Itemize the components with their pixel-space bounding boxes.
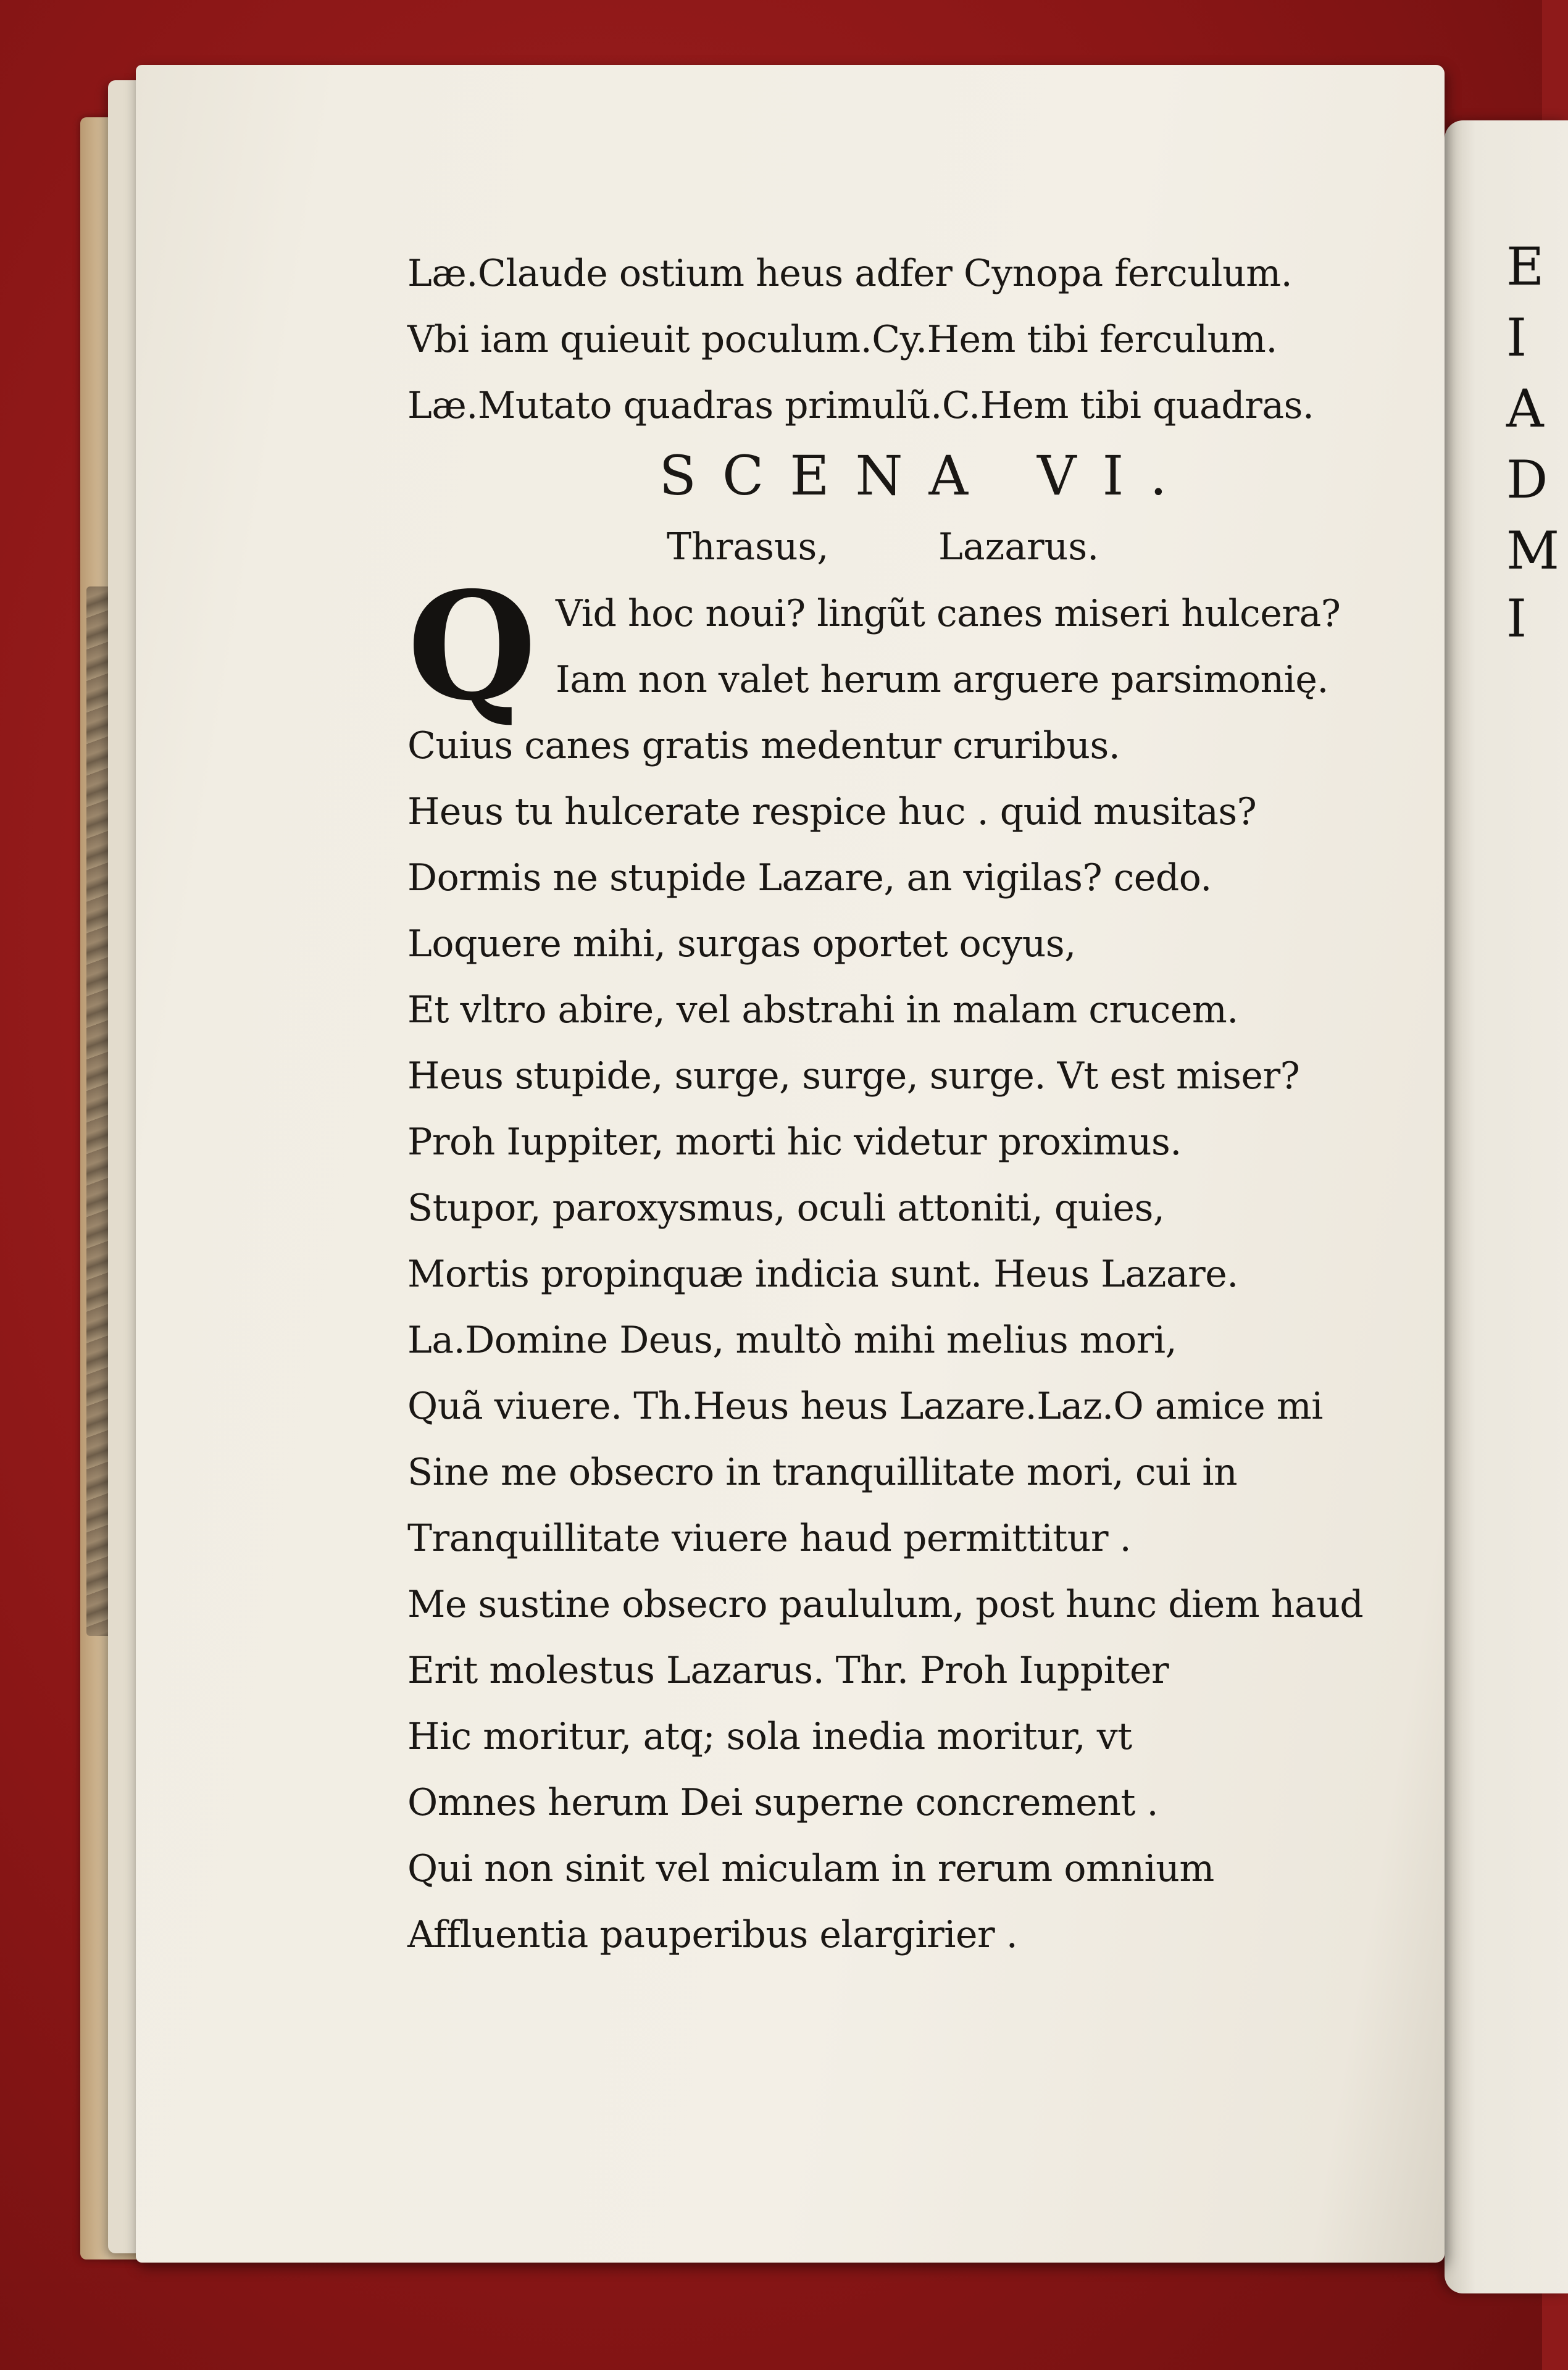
verse-line: Quã viuere. Th.Heus heus Lazare.Laz.O amice mi [407, 1385, 1323, 1428]
verse-line: Vid hoc noui? lingũt canes miseri hulcera? [556, 592, 1341, 635]
drop-cap-initial: Q [407, 559, 537, 733]
scene-title: SCENA VI. [659, 444, 1193, 507]
verse-line: Stupor, paroxysmus, oculi attoniti, quies, [407, 1187, 1165, 1230]
verse-line: Iam non valet herum arguere parsimonię. [556, 658, 1328, 701]
verse-line: Heus stupide, surge, surge, surge. Vt est miser? [407, 1054, 1300, 1098]
speaker-names [407, 513, 1370, 581]
facing-letter: M [1506, 520, 1560, 581]
verse-line: Læ.Mutato quadras primulũ.C.Hem tibi quadras. [407, 384, 1314, 427]
verse-line: Sine me obsecro in tranquillitate mori, cui in [407, 1451, 1238, 1494]
facing-page [1445, 120, 1568, 2293]
verse-line: Hic moritur, atq; sola inedia moritur, vt [407, 1715, 1132, 1758]
verse-line: Loquere mihi, surgas oportet ocyus, [407, 922, 1076, 966]
verse-line: Erit molestus Lazarus. Thr. Proh Iuppiter [407, 1649, 1169, 1692]
opening-lines [407, 559, 1370, 733]
verse-line: Omnes herum Dei superne concrement . [407, 1781, 1159, 1824]
speaker-lazarus: Lazarus. [938, 525, 1099, 569]
verse-line: Proh Iuppiter, morti hic videtur proximus. [407, 1120, 1182, 1164]
verse-line: Heus tu hulcerate respice huc . quid musitas? [407, 790, 1257, 833]
verse-line: Me sustine obsecro paululum, post hunc diem haud [407, 1583, 1364, 1626]
page-text [407, 241, 1370, 1968]
verse-line: Læ.Claude ostium heus adfer Cynopa ferculum. [407, 252, 1293, 295]
facing-letter: I [1506, 307, 1527, 368]
facing-letter: I [1506, 588, 1527, 649]
verse-line: Dormis ne stupide Lazare, an vigilas? cedo. [407, 856, 1212, 899]
verse-line: Qui non sinit vel miculam in rerum omnium [407, 1847, 1214, 1890]
verse-line: Tranquillitate viuere haud permittitur . [407, 1517, 1132, 1560]
speaker-thrasus: Thrasus, [667, 525, 829, 569]
verse-line: Affluentia pauperibus elargirier . [407, 1913, 1018, 1956]
facing-letter: D [1506, 449, 1548, 510]
verse-line: La.Domine Deus, multò mihi melius mori, [407, 1319, 1177, 1362]
verse-line: Vbi iam quieuit poculum.Cy.Hem tibi ferculum. [407, 318, 1277, 361]
facing-letter: E [1506, 236, 1545, 297]
verse-line: Et vltro abire, vel abstrahi in malam crucem. [407, 988, 1238, 1032]
facing-letter: A [1506, 378, 1544, 439]
verse-line: Mortis propinquæ indicia sunt. Heus Lazare. [407, 1253, 1238, 1296]
verse-line: Cuius canes gratis medentur cruribus. [407, 724, 1120, 767]
